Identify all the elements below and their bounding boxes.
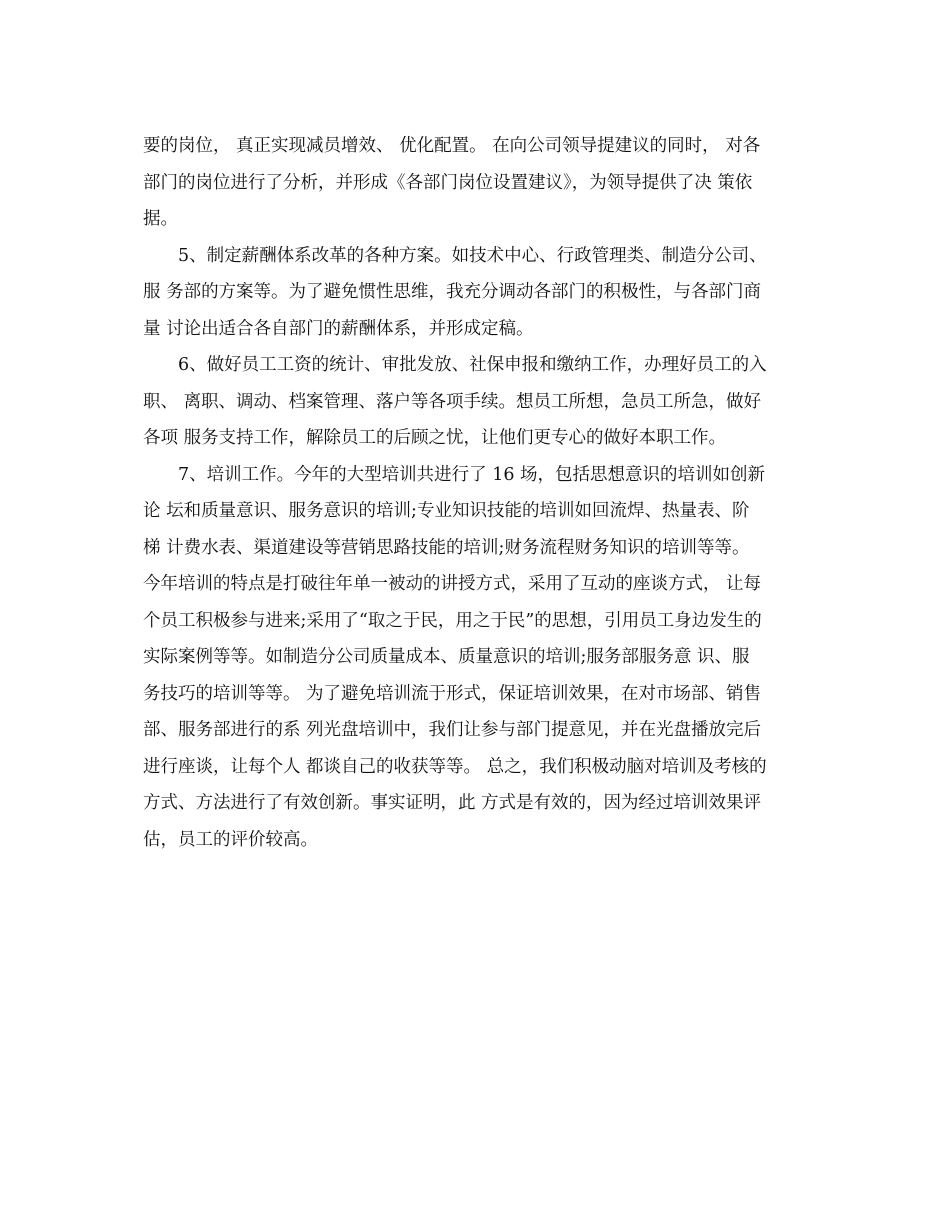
text-line: 方式、方法进行了有效创新。事实证明，此 方式是有效的，因为经过培训效果评 xyxy=(143,793,762,813)
text-line: 梯 计费水表、渠道建设等营销思路技能的培训;财务流程财务知识的培训等等。 xyxy=(143,537,750,558)
paragraph-6-start: 6、做好员工工资的统计、审批发放、社保申报和缴纳工作，办理好员工的入 xyxy=(178,355,767,375)
text-line: 部门的岗位进行了分析，并形成《各部门岗位设置建议》，为领导提供了决 策依 xyxy=(143,172,753,193)
text-line: 职、 离职、调动、档案管理、落户等各项手续。想员工所想，急员工所急，做好 xyxy=(143,391,762,412)
text-line: 务技巧的培训等等。 为了避免培训流于形式，保证培训效果，在对市场部、销售 xyxy=(143,683,762,704)
text-line: 今年培训的特点是打破往年单一被动的讲授方式，采用了互动的座谈方式， 让每 xyxy=(143,574,762,594)
text-line: 论 坛和质量意识、服务意识的培训;专业知识技能的培训如回流焊、热量表、阶 xyxy=(143,501,750,521)
paragraph-5-start: 5、制定薪酬体系改革的各种方案。如技术中心、行政管理类、制造分公司、 xyxy=(178,245,767,266)
text-line: 个员工积极参与进来;采用了“取之于民，用之于民”的思想，引用员工身边发生的 xyxy=(143,610,762,631)
text-line: 服 务部的方案等。为了避免惯性思维，我充分调动各部门的积极性，与各部门商 xyxy=(143,282,762,302)
document-body xyxy=(143,128,815,858)
text-line: 各项 服务支持工作，解除员工的后顾之忧，让他们更专心的做好本职工作。 xyxy=(143,428,727,448)
text-line: 量 讨论出适合各自部门的薪酬体系，并形成定稿。 xyxy=(143,318,534,339)
text-line: 部、服务部进行的系 列光盘培训中，我们让参与部门提意见，并在光盘播放完后 xyxy=(143,720,762,740)
text-line: 实际案例等等。如制造分公司质量成本、质量意识的培训;服务部服务意 识、服 xyxy=(143,647,750,667)
text-line: 要的岗位， 真正实现减员增效、 优化配置。 在向公司领导提建议的同时， 对各 xyxy=(143,136,761,156)
text-line: 据。 xyxy=(143,209,178,229)
paragraph-7-start: 7、培训工作。今年的大型培训共进行了 16 场，包括思想意识的培训如创新 xyxy=(178,464,766,485)
text-line: 进行座谈，让每个人 都谈自己的收获等等。 总之，我们积极动脑对培训及考核的 xyxy=(143,756,767,777)
text-line: 估，员工的评价较高。 xyxy=(143,829,318,850)
